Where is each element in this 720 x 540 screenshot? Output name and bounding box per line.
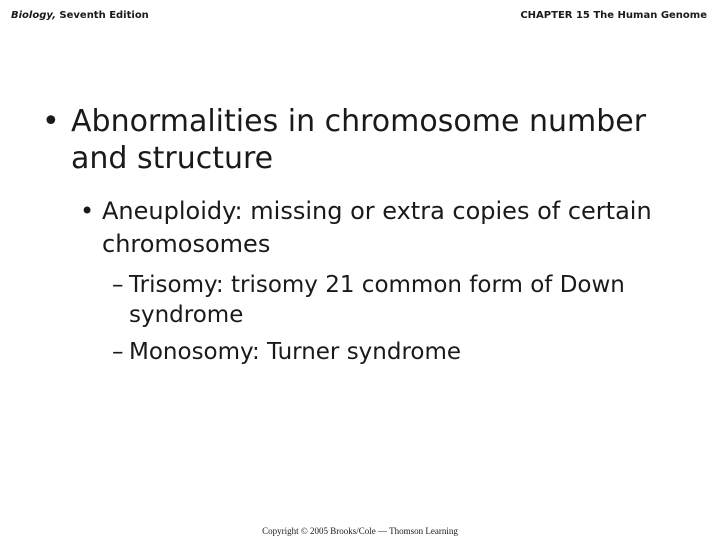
bullet-level-1	[42, 103, 682, 177]
bullet-marker: •	[42, 104, 60, 139]
dash-marker: –	[112, 339, 124, 365]
copyright-footer: Copyright © 2005 Brooks/Cole — Thomson Learning	[262, 526, 458, 536]
sub-bullet-text: Monosomy: Turner syndrome	[129, 339, 462, 365]
bullet-text: Aneuploidy: missing or extra copies of certain chromosomes	[102, 197, 652, 258]
sub-bullet-text: Trisomy: trisomy 21 common form of Down syndrome	[129, 272, 625, 328]
sub-bullet-monosomy	[112, 337, 712, 367]
sub-bullet-trisomy	[112, 270, 712, 330]
chapter-header: CHAPTER 15 The Human Genome	[520, 10, 707, 21]
bullet-marker: •	[80, 197, 95, 225]
book-title: Biology,	[11, 10, 56, 21]
bullet-level-2	[80, 195, 700, 261]
book-edition: Seventh Edition	[59, 10, 149, 21]
book-title-header	[11, 10, 149, 21]
dash-marker: –	[112, 272, 124, 298]
bullet-text: Abnormalities in chromosome number and structure	[71, 104, 647, 176]
